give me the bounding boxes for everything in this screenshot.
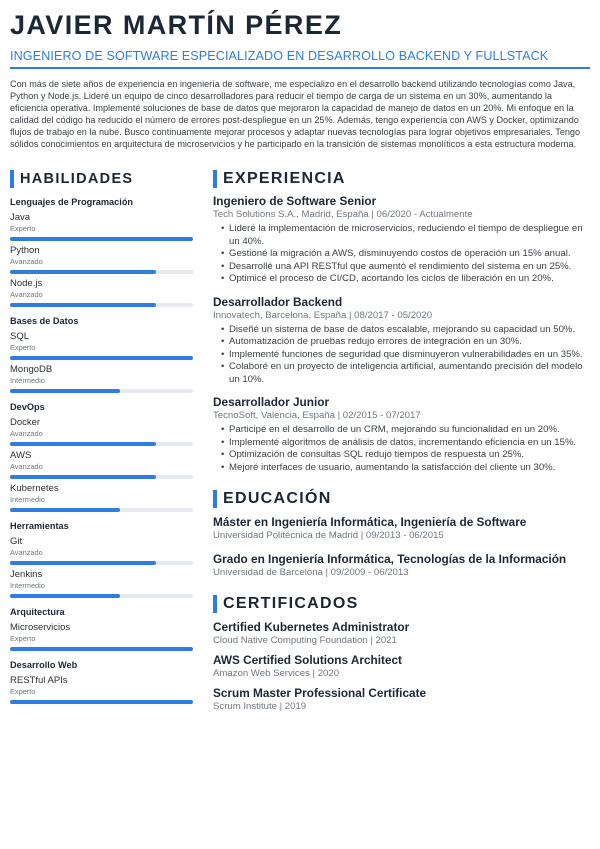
job-bullet: • Implementé algoritmos de análisis de datos, incrementando eficiencia en un 15%. <box>221 437 590 450</box>
skill-category-title: Lenguajes de Programación <box>10 197 134 207</box>
skill-level-track <box>10 442 193 446</box>
skill-level: Intermedio <box>10 495 45 504</box>
skill-level-fill <box>10 508 120 512</box>
skill-level: Avanzado <box>10 290 43 299</box>
education-title: EDUCACIÓN <box>223 490 332 507</box>
job-bullet: • Colaboré en un proyecto de inteligencia artificial, aumentando precisión del modelo un 10%. <box>221 361 590 386</box>
skill-name: SQL <box>10 331 30 342</box>
skill-item <box>10 417 193 446</box>
experience-title: EXPERIENCIA <box>223 170 346 187</box>
skill-item <box>10 331 193 360</box>
skill-name: Kubernetes <box>10 483 59 494</box>
skill-item <box>10 245 193 274</box>
education-list <box>213 515 590 579</box>
job-title: Desarrollador Junior <box>213 395 330 409</box>
skills-list <box>10 196 193 704</box>
skill-level-track <box>10 508 193 512</box>
skill-level-fill <box>10 303 156 307</box>
skill-level: Avanzado <box>10 257 43 266</box>
certificates-title: CERTIFICADOS <box>223 595 359 612</box>
skill-item <box>10 536 193 565</box>
skill-level-fill <box>10 442 156 446</box>
skill-level-fill <box>10 594 120 598</box>
skill-level-track <box>10 700 193 704</box>
candidate-name: JAVIER MARTÍN PÉREZ <box>10 10 343 40</box>
job-title: Desarrollador Backend <box>213 294 343 309</box>
skill-name: Docker <box>10 417 41 428</box>
job-entry <box>213 395 590 474</box>
skills-section-header <box>10 170 193 188</box>
skill-category-title: Bases de Datos <box>10 316 79 326</box>
body-columns <box>10 170 590 713</box>
job-bullet: • Implementé funciones de seguridad que disminuyeron vulnerabilidades en un 35%. <box>221 349 590 362</box>
certificate-meta: Scrum Institute | 2019 <box>213 701 307 712</box>
skill-item <box>10 364 193 393</box>
skill-level-track <box>10 594 193 598</box>
job-title: Ingeniero de Software Senior <box>213 194 377 208</box>
job-meta: Innovatech, Barcelona, España | 08/2017 - 05/2020 <box>213 309 433 321</box>
skill-level: Avanzado <box>10 462 43 471</box>
education-meta: Universidad Politécnica de Madrid | 09/2013 - 06/2015 <box>213 530 444 541</box>
education-degree: Grado en Ingeniería Informática, Tecnologías de la Información <box>213 552 567 566</box>
summary: Con más de siete años de experiencia en ingeniería de software, me especializo en el desarrollo backend utilizando tecnologías como Java, Python y Node.js. Lideré un equipo de cinco desarrolladores para reducir el tiempo de carga de un sistema en un 30%, aumentando la eficiencia operativa. Implementé soluciones de base de datos que mejoraron la capacidad de manejo de datos en un 20%. Mi enfoque en la calidad del código ha reducido el número de errores post-despliegue en un 25%. Además, tengo experiencia con AWS y Docker, optimizando flujos de trabajo en la nube. Busco continuamente mejorar procesos y adaptar nuevas tecnologías para lograr objetivos empresariales. Tengo sólidos conocimientos en arquitectura de microservicios y he participado en la transición de sistemas monolíticos a esta estructura moderna. <box>10 79 581 149</box>
skills-column <box>10 170 193 713</box>
skill-category-title: Herramientas <box>10 521 69 531</box>
certificate-entry <box>213 686 590 713</box>
skill-name: Python <box>10 245 40 256</box>
skill-level-track <box>10 237 193 241</box>
skill-level-track <box>10 356 193 360</box>
job-bullet: • Desarrollé una API RESTful que aumentó el rendimiento del sistema en un 25%. <box>221 261 590 274</box>
skill-name: Git <box>10 536 23 547</box>
headline: INGENIERO DE SOFTWARE ESPECIALIZADO EN DESARROLLO BACKEND Y FULLSTACK <box>10 49 549 63</box>
skill-level-fill <box>10 700 193 704</box>
job-bullet: • Lideré la implementación de microservicios, reduciendo el tiempo de despliegue en un 40%. <box>221 223 590 248</box>
skill-name: RESTful APIs <box>10 675 68 686</box>
skills-title: HABILIDADES <box>20 171 134 187</box>
education-entry <box>213 552 590 579</box>
certificate-entry <box>213 653 590 680</box>
job-bullets <box>213 223 590 286</box>
skill-category-title: Desarrollo Web <box>10 660 78 670</box>
education-entry <box>213 515 590 542</box>
education-meta: Universidad de Barcelona | 09/2009 - 06/2013 <box>213 567 409 578</box>
skill-level-fill <box>10 237 193 241</box>
job-entry <box>213 295 590 387</box>
certificate-title: Scrum Master Professional Certificate <box>213 686 427 700</box>
certificates-section-header <box>213 595 590 613</box>
skill-level-fill <box>10 475 156 479</box>
skill-name: MongoDB <box>10 364 53 375</box>
skill-name: Jenkins <box>10 569 43 580</box>
skill-item <box>10 450 193 479</box>
job-bullet: • Optimización de consultas SQL redujo tiempos de respuesta un 25%. <box>221 449 590 462</box>
section-accent-bar <box>213 490 217 508</box>
education-degree: Máster en Ingeniería Informática, Ingeniería de Software <box>213 515 527 529</box>
skill-level-track <box>10 647 193 651</box>
job-bullet: • Mejoré interfaces de usuario, aumentando la satisfacción del cliente un 30%. <box>221 462 590 475</box>
skill-name: AWS <box>10 450 32 461</box>
job-bullets <box>213 324 590 387</box>
skill-level-fill <box>10 356 193 360</box>
section-accent-bar <box>213 595 217 613</box>
skill-category-title: Arquitectura <box>10 607 65 617</box>
skill-level-fill <box>10 389 120 393</box>
job-bullet: • Diseñé un sistema de base de datos escalable, mejorando su capacidad un 50%. <box>221 324 590 337</box>
certificate-entry <box>213 620 590 647</box>
education-section-header <box>213 490 590 508</box>
main-column <box>213 170 590 713</box>
skill-level-track <box>10 389 193 393</box>
skill-item <box>10 212 193 241</box>
jobs-list <box>213 194 590 474</box>
skill-level-track <box>10 303 193 307</box>
skill-item <box>10 675 193 704</box>
header-divider <box>10 67 590 69</box>
skill-level: Experto <box>10 343 36 352</box>
skill-item <box>10 278 193 307</box>
skill-name: Java <box>10 212 31 223</box>
job-bullet: • Optimicé el proceso de CI/CD, acortando los ciclos de liberación en un 20%. <box>221 273 590 286</box>
job-meta: Tech Solutions S.A., Madrid, España | 06/2020 - Actualmente <box>213 209 473 220</box>
skill-name: Node.js <box>10 278 43 289</box>
job-bullets <box>213 424 590 474</box>
skill-level: Avanzado <box>10 548 43 557</box>
skill-level: Intermedio <box>10 581 45 590</box>
certificate-title: AWS Certified Solutions Architect <box>213 653 402 667</box>
certificate-title: Certified Kubernetes Administrator <box>213 620 410 634</box>
section-accent-bar <box>213 170 217 188</box>
skill-name: Microservicios <box>10 622 71 633</box>
certificates-list <box>213 620 590 713</box>
skill-level: Experto <box>10 687 36 696</box>
job-meta: TecnoSoft, Valencia, España | 02/2015 - 07/2017 <box>213 410 421 421</box>
skill-level: Intermedio <box>10 376 45 385</box>
skill-item <box>10 483 193 512</box>
job-entry <box>213 194 590 286</box>
skill-level-fill <box>10 561 156 565</box>
skill-level: Avanzado <box>10 429 43 438</box>
skill-level-fill <box>10 647 193 651</box>
skill-level-fill <box>10 270 156 274</box>
skill-level-track <box>10 561 193 565</box>
experience-section-header <box>213 170 590 188</box>
skill-level: Experto <box>10 224 36 233</box>
skill-item <box>10 622 193 651</box>
skill-level-track <box>10 270 193 274</box>
skill-level: Experto <box>10 634 36 643</box>
skill-item <box>10 569 193 598</box>
job-bullet: • Participé en el desarrollo de un CRM, mejorando su funcionalidad en un 20%. <box>221 424 590 437</box>
section-accent-bar <box>10 170 14 188</box>
job-bullet: • Gestioné la migración a AWS, disminuyendo costos de operación un 15% anual. <box>221 248 590 261</box>
skill-category-title: DevOps <box>10 402 45 412</box>
certificate-meta: Amazon Web Services | 2020 <box>213 668 340 679</box>
job-bullet: • Automatización de pruebas redujo errores de integración en un 30%. <box>221 336 590 349</box>
skill-level-track <box>10 475 193 479</box>
certificate-meta: Cloud Native Computing Foundation | 2021 <box>213 635 397 646</box>
